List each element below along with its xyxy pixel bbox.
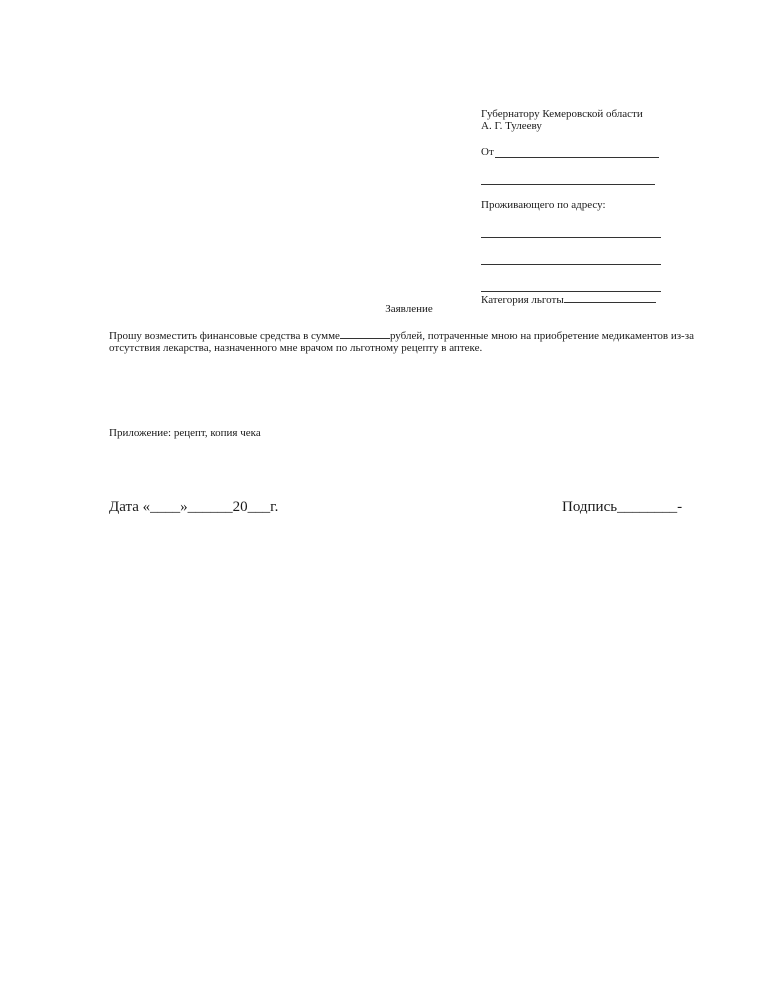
- addressee-title: Губернатору Кемеровской области: [481, 108, 643, 120]
- signature-field: Подпись________-: [562, 499, 683, 515]
- from-blank-line: [495, 147, 659, 158]
- address-label: Проживающего по адресу:: [481, 199, 606, 211]
- from-field: [481, 146, 721, 158]
- address-blank-line-2: [481, 252, 661, 265]
- document-title: Заявление: [385, 303, 433, 315]
- date-field: Дата «____»______20___г.: [109, 499, 279, 515]
- addressee-name: А. Г. Тулееву: [481, 120, 542, 132]
- addressee-block: [481, 108, 721, 306]
- category-blank-line: [564, 292, 656, 303]
- amount-blank-line: [340, 328, 390, 339]
- body-text-part1: Прошу возместить финансовые средства в сумме: [109, 330, 340, 342]
- document-body: [109, 328, 713, 354]
- address-blank-line-3: [481, 279, 661, 292]
- from-label: От: [481, 146, 494, 158]
- from-blank-line-2: [481, 172, 655, 185]
- body-text-part2: рублей, потраченные мною на приобретение медикаментов из-за отсутствия лекарства, назначенного мне врачом по льготному рецепту в аптеке.: [109, 330, 694, 354]
- address-blank-line-1: [481, 225, 661, 238]
- attachment-note: Приложение: рецепт, копия чека: [109, 427, 261, 439]
- category-label: Категория льготы: [481, 294, 564, 306]
